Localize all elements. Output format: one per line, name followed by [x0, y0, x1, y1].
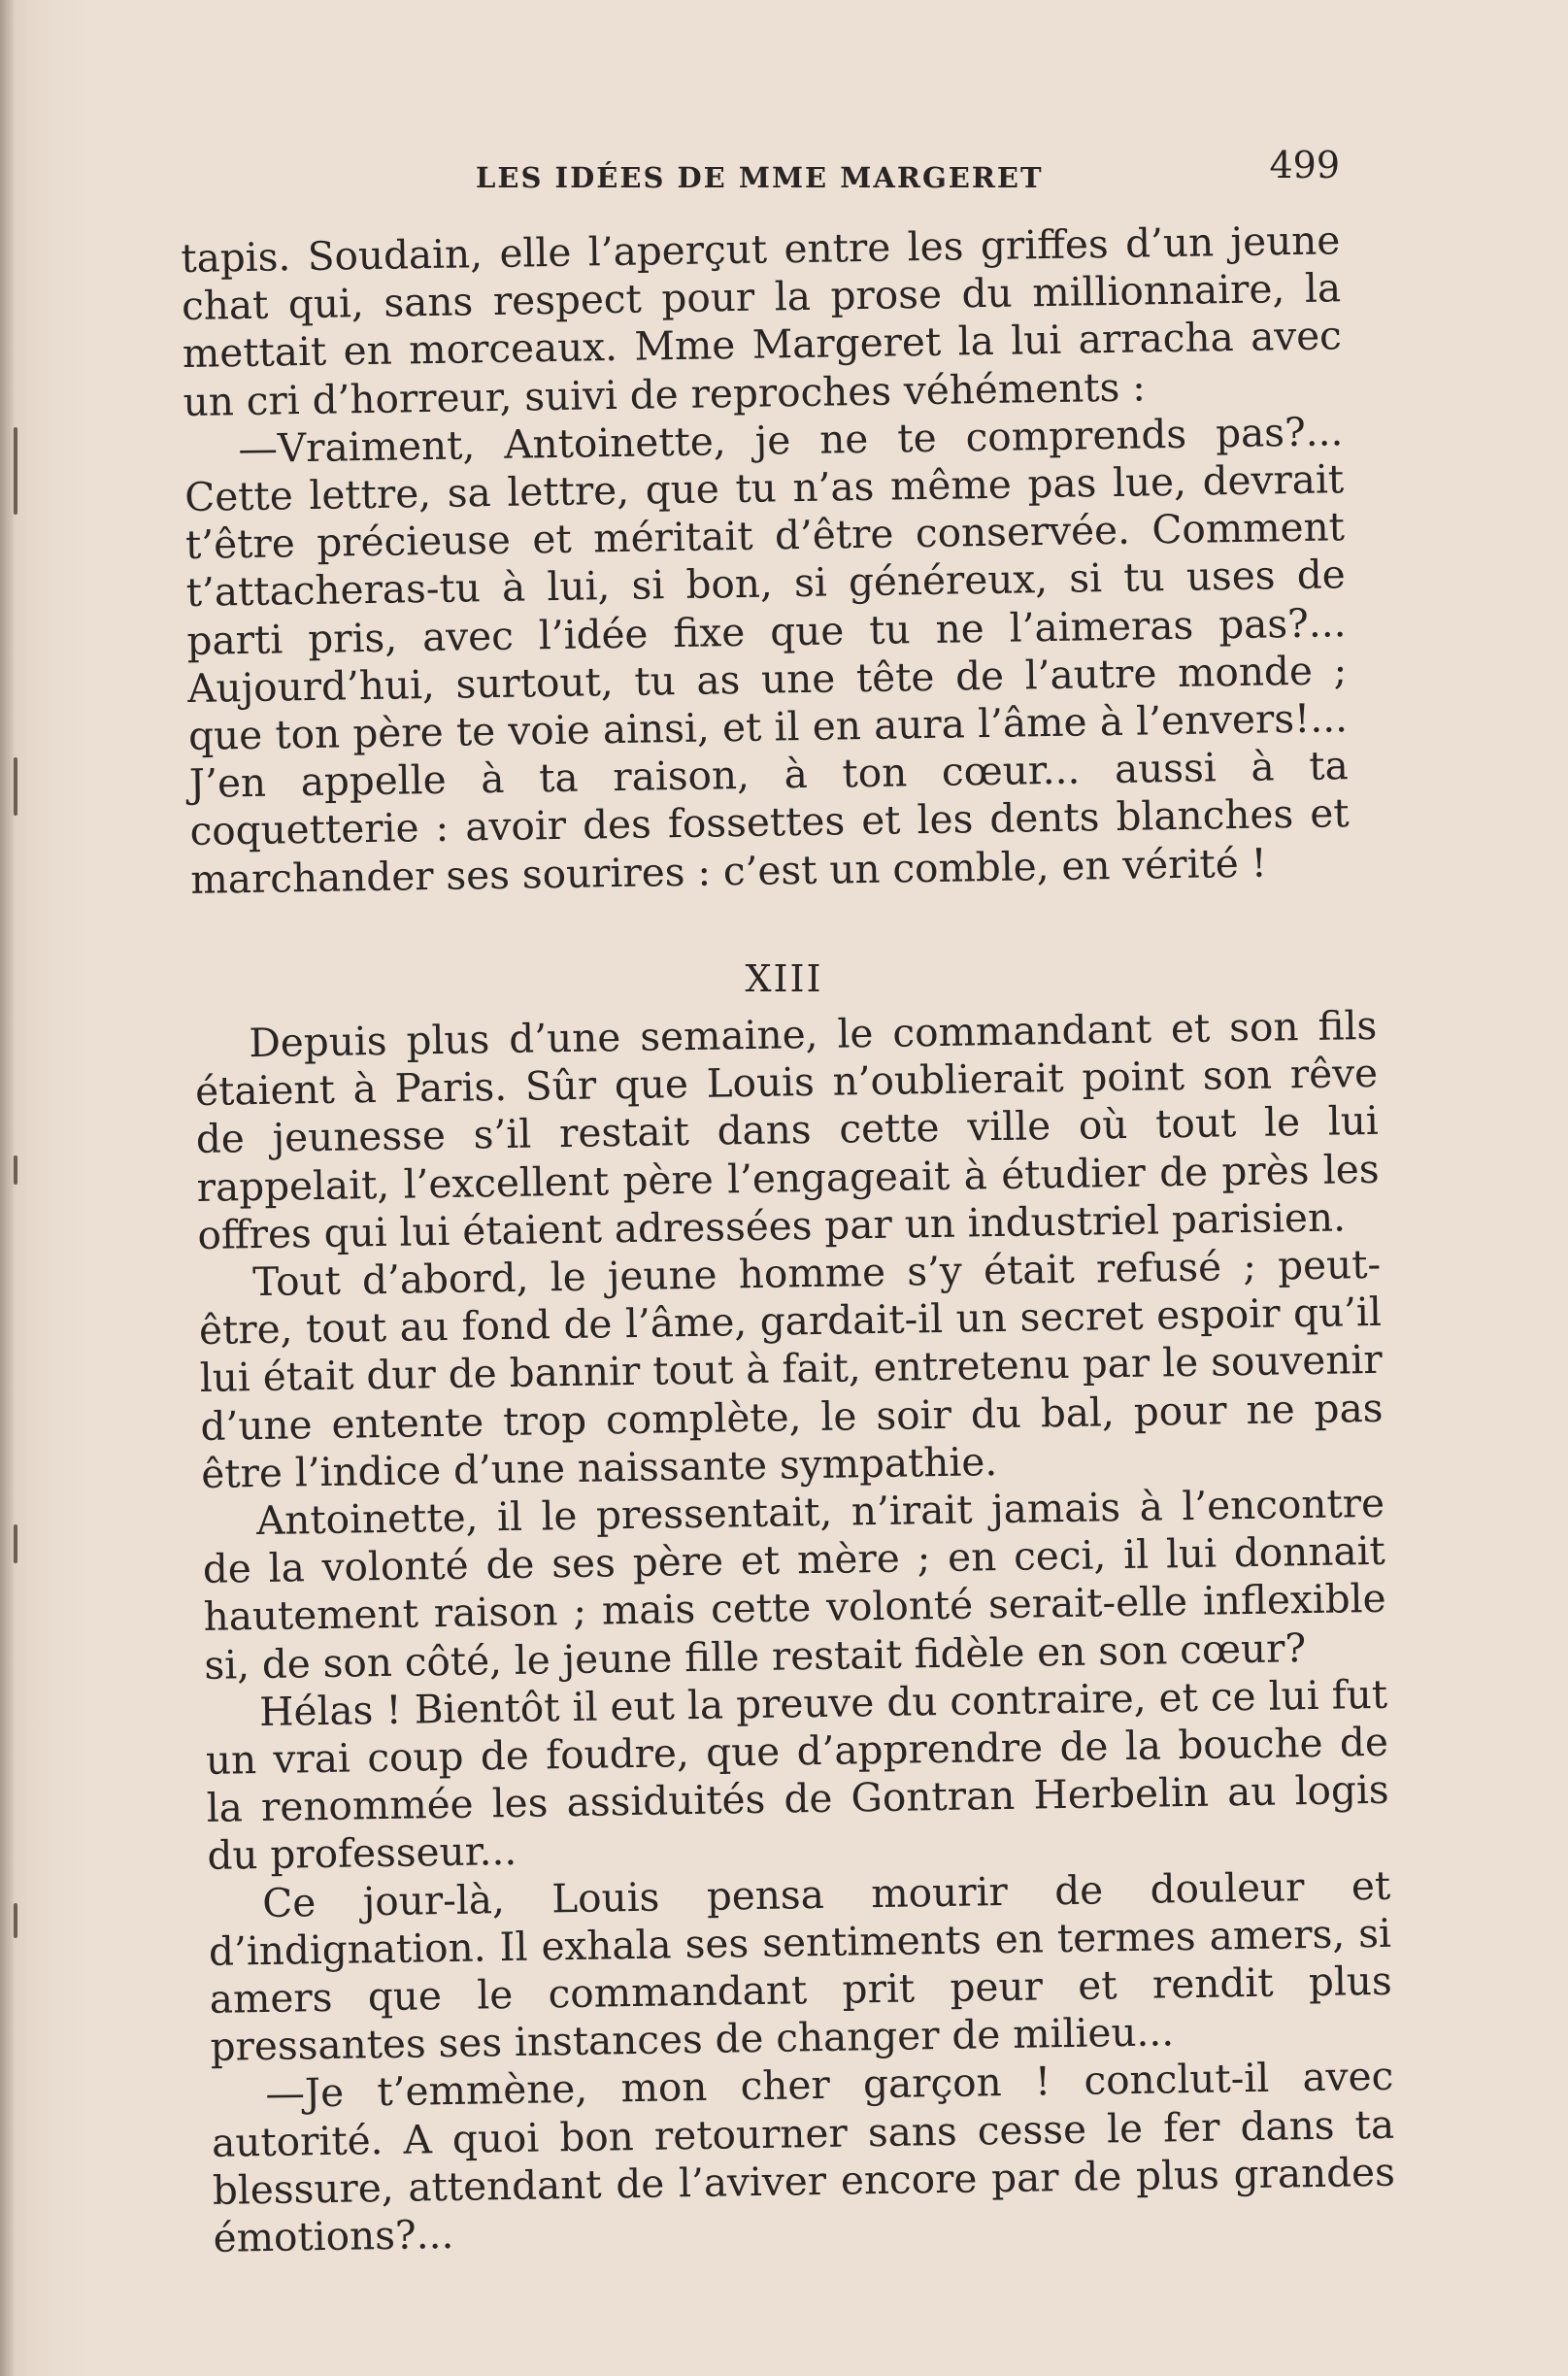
paragraph: Tout d’abord, le jeune homme s’y était refusé ; peut-être, tout au fond de l’âme, gardait-il un secret espoir qu’il lui était dur de bannir tout à fait, entretenu par le souvenir d’une entente trop complète, le soir du bal, pour ne pas être l’indice d’une naissante sympathie.: [198, 1240, 1384, 1497]
chapter-heading: XIII: [745, 957, 823, 1000]
margin-mark: [14, 1903, 17, 1938]
page-header: [175, 144, 1340, 202]
running-head: LES IDÉES DE MME MARGERET: [476, 161, 1044, 194]
margin-mark: [14, 1524, 17, 1563]
paragraph: Hélas ! Bientôt il eut la preuve du contraire, et ce lui fut un vrai coup de foudre, que d’apprendre de la bouche de la renommée les assiduités de Gontran Herbelin au logis du professeur...: [205, 1670, 1389, 1880]
body-text-top: [181, 217, 1351, 904]
margin-mark: [14, 757, 17, 816]
gutter-shadow: [0, 0, 14, 2376]
margin-mark: [14, 427, 17, 515]
paragraph: —Vraiment, Antoinette, je ne te comprends pas?... Cette lettre, sa lettre, que tu n’as même pas lue, devrait t’être précieuse et méritait d’être conservée. Comment t’attacheras-tu à lui, si bon, si généreux, si tu uses de parti pris, avec l’idée fixe que tu ne l’aimeras pas?... Aujourd’hui, surtout, tu as une tête de l’autre monde ; que ton père te voie ainsi, et il en aura l’âme à l’envers!... J’en appelle à ta raison, à ton cœur... aussi à ta coquetterie : avoir des fossettes et les dents blanches et marchander ses sourires : c’est un comble, en vérité !: [183, 408, 1350, 903]
margin-mark: [14, 1155, 17, 1185]
paragraph: tapis. Soudain, elle l’aperçut entre les griffes d’un jeune chat qui, sans respect pour la prose du millionnaire, la mettait en morceaux. Mme Margeret la lui arracha avec un cri d’horreur, suivi de reproches véhéments :: [181, 217, 1343, 425]
paragraph: Antoinette, il le pressentait, n’irait jamais à l’encontre de la volonté de ses père et mère ; en ceci, il lui donnait hautement raison ; mais cette volonté serait-elle inflexible si, de son côté, le jeune fille restait fidèle en son cœur?: [202, 1479, 1386, 1689]
paragraph: —Je t’emmène, mon cher garçon ! conclut-il avec autorité. A quoi bon retourner sans cesse le fer dans ta blessure, attendant de l’aviver encore par de plus grandes émotions?...: [211, 2053, 1396, 2261]
page-number: 499: [1269, 144, 1340, 186]
paragraph: Ce jour-là, Louis pensa mourir de douleur et d’indignation. Il exhala ses sentiments en termes amers, si amers que le commandant prit peur et rendit plus pressantes ses instances de changer de milieu...: [208, 1861, 1393, 2071]
body-text-bottom: [194, 1002, 1396, 2262]
paragraph: Depuis plus d’une semaine, le commandant et son fils étaient à Paris. Sûr que Louis n’oublierait point son rêve de jeunesse s’il restait dans cette ville où tout le lui rappelait, l’excellent père l’engageait à étudier de près les offres qui lui étaient adressées par un industriel parisien.: [194, 1001, 1380, 1258]
